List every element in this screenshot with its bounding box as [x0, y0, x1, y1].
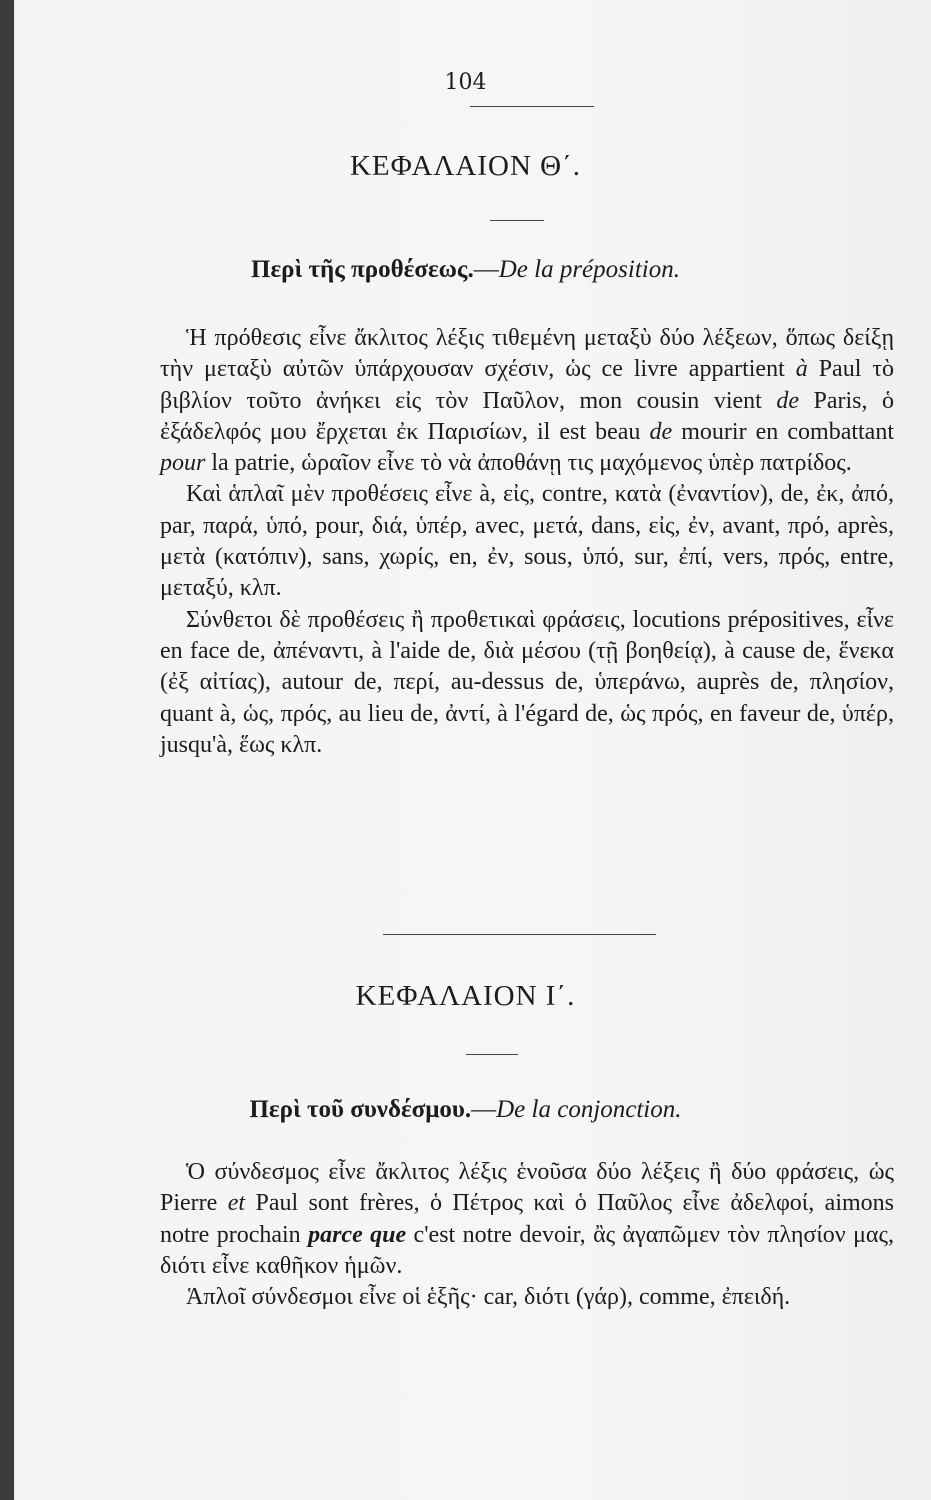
text-run: c'est notre devoir, ἂς ἀγαπῶμεν τὸν πλησίον μας, διότι εἶνε καθῆκον ἡμῶν. — [160, 1221, 895, 1279]
subtitle-dash: — — [471, 1096, 497, 1123]
section-body-preposition — [160, 323, 894, 761]
italic-run: pour — [160, 450, 206, 477]
text-run: Paul sont frères, ὁ Πέτρος καὶ ὁ Παῦλος εἶνε ἀδελφοί, aimons notre prochain — [160, 1190, 895, 1248]
paragraph-compound-prepositions: Σύνθετοι δὲ προθέσεις ἢ προθετικαὶ φράσεις, locutions prépositives, εἶνε en face de, ἀπέναντι, à l'aide de, διὰ μέσου (τῇ βοηθείᾳ), à cause de, ἕνεκα (ἐξ αἰτίας), autour de, περί, au-dessus de, ὑπεράνω, auprès de, πλησίον, quant à, ὡς, πρός, au lieu de, ἀντί, à l'égard de, ὡς πρός, en faveur de, ὑπέρ, jusqu'à, ἕως κλπ. — [160, 606, 894, 758]
paragraph-definition — [160, 323, 894, 479]
subtitle-french: De la conjonction. — [496, 1096, 682, 1123]
section-divider — [383, 934, 656, 935]
chapter-heading-iota: ΚΕΦΑΛΑΙΟΝ Ι΄. — [355, 980, 576, 1012]
text-run: Paris, ὁ ἐξάδελφός μου ἔρχεται ἐκ Παρισίων, il est beau — [160, 387, 895, 445]
subtitle-greek: Περὶ τῆς προθέσεως. — [251, 256, 474, 283]
subtitle-greek: Περὶ τοῦ συνδέσμου. — [249, 1096, 472, 1123]
page-number-rule — [470, 106, 594, 107]
page-number: 104 — [444, 70, 487, 95]
text-run: mourir en combattant — [672, 418, 894, 445]
section-body-conjunction — [160, 1157, 894, 1313]
chapter-rule-theta — [490, 220, 544, 221]
chapter-rule-iota — [466, 1054, 518, 1055]
paragraph-conjunction-definition — [160, 1157, 894, 1282]
text-run: Ὁ σύνδεσμος εἶνε ἄκλιτος λέξις ἑνοῦσα δύο λέξεις ἢ δύο φράσεις, ὡς Pierre — [160, 1159, 894, 1217]
italic-run: de — [776, 387, 799, 414]
italic-run: de — [649, 418, 673, 445]
paragraph-simple-prepositions: Καὶ ἁπλαῖ μὲν προθέσεις εἶνε à, εἰς, contre, κατὰ (ἐναντίον), de, ἐκ, ἀπό, par, παρά, ὑπό, pour, διά, ὑπέρ, avec, μετά, dans, εἰς, ἐν, avant, πρό, après, μετὰ (κατόπιν), sans, χωρίς, en, ἐν, sous, ὑπό, sur, ἐπί, vers, πρός, entre, μεταξύ, κλπ. — [160, 481, 894, 602]
italic-run: et — [227, 1190, 246, 1217]
italic-run: à — [795, 356, 808, 383]
section-subtitle-conjunction — [0, 1096, 931, 1124]
section-subtitle-preposition — [0, 256, 931, 284]
subtitle-dash: — — [473, 256, 499, 283]
chapter-heading-theta: ΚΕΦΑΛΑΙΟΝ Θ΄. — [349, 150, 582, 182]
text-run: la patrie, ὡραῖον εἶνε τὸ νὰ ἀποθάνῃ τις μαχόμενος ὑπὲρ πατρίδος. — [205, 450, 852, 477]
paragraph-simple-conjunctions: Ἁπλοῖ σύνδεσμοι εἶνε οἱ ἑξῆς· car, διότι (γάρ), comme, ἐπειδή. — [186, 1284, 791, 1311]
text-run: Ἡ πρόθεσις εἶνε ἄκλιτος λέξις τιθεμένη μεταξὺ δύο λέξεων, ὅπως δείξῃ τὴν μεταξὺ αὐτῶν ὑπάρχουσαν σχέσιν, ὡς ce livre appartient — [160, 325, 894, 383]
subtitle-french: De la préposition. — [498, 256, 680, 283]
scan-edge — [0, 0, 14, 1500]
bold-italic-run: parce que — [308, 1221, 407, 1248]
text-run: Paul τὸ βιβλίον τοῦτο ἀνήκει εἰς τὸν Παῦλον, mon cousin vient — [160, 356, 895, 414]
